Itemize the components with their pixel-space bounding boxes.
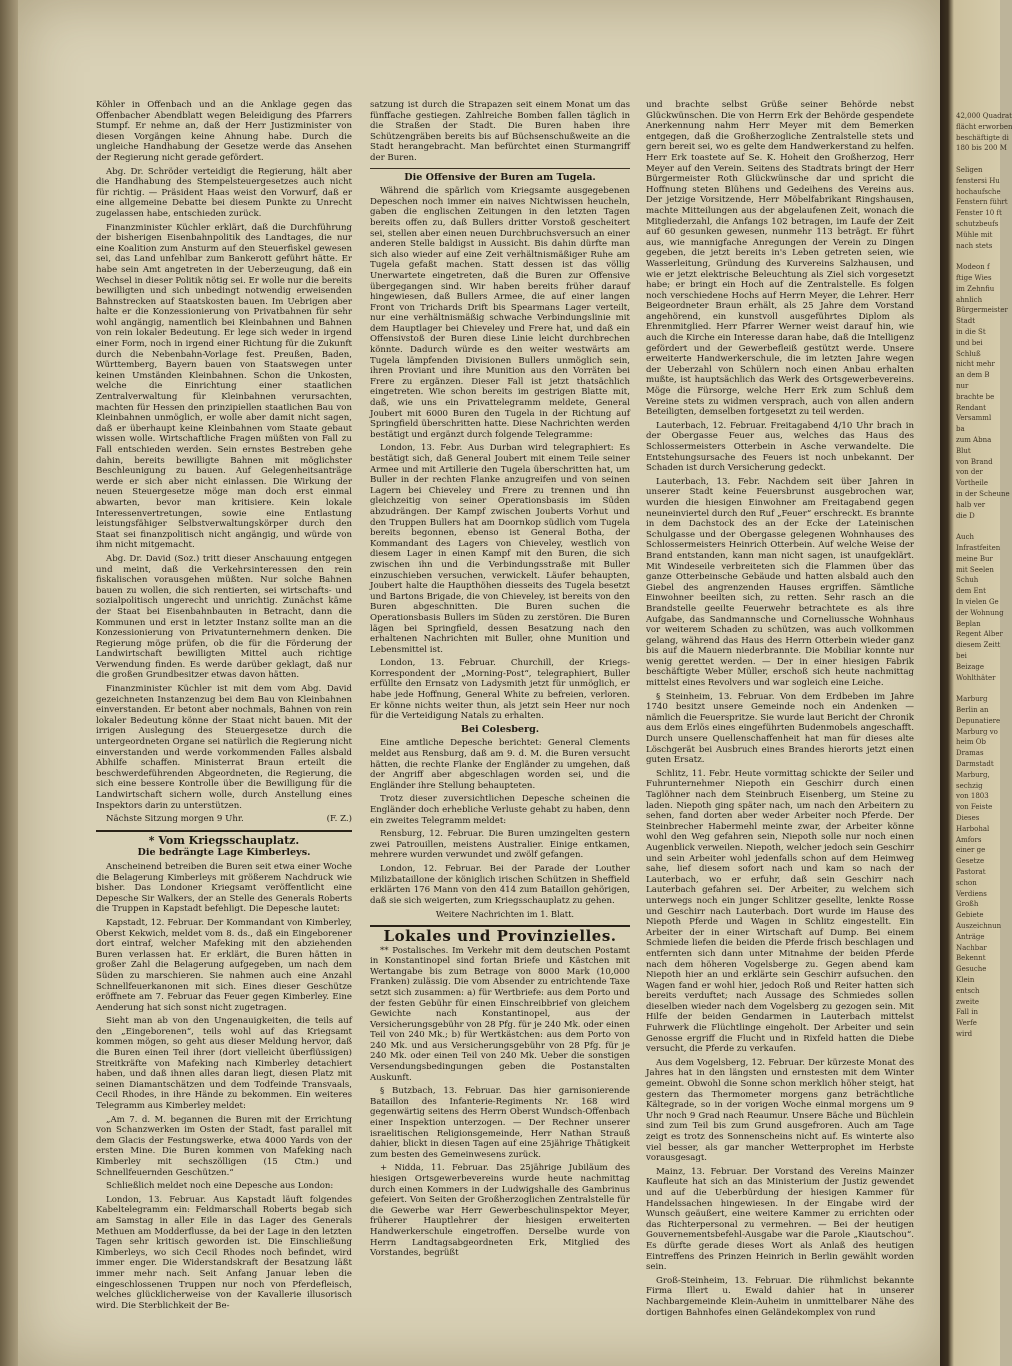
- adjacent-page-fragment: Seligen: [956, 166, 983, 174]
- adjacent-page-fragment: und bei: [956, 338, 983, 347]
- adjacent-page-fragment: Beplan: [956, 619, 981, 628]
- adjacent-page-fragment: Dieses: [956, 814, 980, 822]
- adjacent-page-fragment: diesem Zeitt: [956, 641, 1001, 650]
- col1-paragraph: Köhler in Offenbach und an die Anklage gegen das Offenbacher Abendblatt wegen Beleidigung des Pfarrers Stumpf. Er nehme an, daß der Herr Justizminister von diesen Vorgängen keine Ahnung habe. Durch die ungleiche Handhabung der Gesetze werde das Ansehen der Regierung nicht gerade gefördert.: [96, 100, 352, 163]
- adjacent-page-fragment: Gesetze: [956, 857, 985, 866]
- adjacent-page-fragment: Pastorat: [956, 868, 986, 876]
- col1-paragraph: Finanzminister Küchler erklärt, daß die Durchführung der bisherigen Eisenbahnpolitik des Landtages, die nur eine Koalition zum Ansturm auf den Steuerfiskel gewesen sei, das Land unfehlbar zum Bankerott geführt hätte. Er habe sein Amt angetreten in der Ueberzeugung, daß ein Wechsel in dieser Politik nötig sei. Er wolle nur die bereits bewilligten und sich unbedingt notwendig erweisenden Bahnstrecken auf Staatskosten bauen. Im Uebrigen aber halte er die Konzessionierung von Privatbahnen für sehr wohl angängig, namentlich bei Kleinbahnen und Bahnen von rein lokaler Bedeutung. Er lege sich weder in irgend einer Form, noch in irgend einer Richtung für die Zukunft durch die Nebenbahn-Vorlage fest. Preußen, Baden, Württemberg, Bayern bauen von Staatswegen unter keinen Umständen Kleinbahnen. Schon die Unkosten, welche die Einrichtung einer staatlichen Zentralverwaltung für Kleinbahnen verursachten, machten für Hessen den prinzipiellen staatlichen Bau von Kleinbahnen unmöglich, er wolle aber damit nicht sagen, daß er überhaupt keine Kleinbahnen vom Staate gebaut wissen wolle. Wirtschaftliche Fragen müßten von Fall zu Fall entschieden werden. Sein ernstes Bestreben gehe dahin, bereits bewilligte Bahnen mit möglichster Beschleunigung zu bauen. Auf Gelegenheitsanträge werde er sich aber nicht einlassen. Die Wirkung der neuen Steuergesetze möge man doch erst einmal abwarten, bevor man kritisiere. Kein lokale Interessenvertretungen, sowie eine Entlastung leistungsfähiger Selbstverwaltungskörper durch den Staat sei finanzpolitisch nicht angängig, und würde von ihm nicht mitgemacht.: [96, 222, 352, 551]
- col1-paragraph: Anscheinend betreiben die Buren seit etwa einer Woche die Belagerung Kimberleys mit größerem Nachdruck wie bisher. Das Londoner Kriegsamt veröffentlicht eine Depesche Sir Walkers, der an Stelle des Generals Roberts die Truppen in Kapstadt befehligt. Die Depesche lautet:: [96, 861, 352, 915]
- adjacent-page-fragment: hochaufsche: [956, 187, 1001, 196]
- adjacent-page-fragment: Modeon f: [956, 263, 990, 272]
- adjacent-page-fragment: Gesuche: [956, 965, 987, 974]
- adjacent-page-fragment: nach stets: [956, 241, 993, 250]
- column-3: [646, 100, 914, 1321]
- adjacent-page-fragment: Regent Alber: [956, 630, 1003, 639]
- adjacent-page-fragment: 180 bis 200 M: [956, 144, 1007, 153]
- adjacent-page-fragment: Marburg: [956, 695, 988, 704]
- adjacent-page-fragment: sechzig: [956, 781, 983, 790]
- column-2: [370, 100, 630, 1262]
- adjacent-page-fragment: beschäftigte di: [956, 133, 1009, 142]
- adjacent-page-fragment: Bürgermeister: [956, 306, 1008, 315]
- col2-paragraph: § Butzbach, 13. Februar. Das hier garnisonierende Bataillon des Infanterie-Regiments Nr. 168 wird gegenwärtig seitens des Herrn Oberst Wundsch-Offenbach einer Inspektion unterzogen. — Der Rechner unserer israelitischen Religionsgemeinde, Herr Nathan Strauß dahier, blickt in diesen Tagen auf eine 25jährige Thätigkeit zum besten des Gemeinwesens zurück.: [370, 1086, 630, 1160]
- col2-paragraph: London, 13. Februar. Churchill, der Kriegs-Korrespondent der „Morning-Post“, telegraphiert, Buller erfüllte den Ernsatz von Ladysmith jetzt für unmöglich, er habe jede Hoffnung, General White zu befreien, verloren. Er könne nichts weiter thun, als jetzt sein Heer nur noch für die Verteidigung Natals zu erhalten.: [370, 658, 630, 722]
- column-1: [96, 100, 352, 1314]
- adjacent-page-fragment: Schuh: [956, 576, 979, 585]
- adjacent-page-fragment: Werfe: [956, 1019, 977, 1028]
- col3-paragraph: Schlitz, 11. Febr. Heute vormittag schickte der Seiler und Fuhrunternehmer Niepoth ein Geschirr durch einen Taglöhner nach dem Steinbruch Eisenberg, um Steine zu laden. Niepoth ging später nach, um nach den Arbeitern zu sehen, fand dorten aber weder Arbeiter noch Pferde. Der Steinbrecher Habermehl meinte zwar, der Arbeiter könne wohl den Weg gefahren sein, Niepoth solle nur noch einen Augenblick verweilen. Niepoth, welcher jedoch sein Geschirr und sein Arbeiter wohl jedenfalls schon auf dem Heimweg sahe, lief diesem sofort nach und kam so nach der Lauterbach, wo er erfuhr, daß sein Geschirr nach Lauterbach gefahren sei. Der Arbeiter, zu welchem sich unterwegs noch ein junger Schlitzer gesellte, lenkte Rosse und Geschirr nach Lauterbach. Dort wurde im Hause des Niepoth Pferde und Wagen in Schlitz eingestellt. Ein Arbeiter der in einer Wirtschaft auf Dump. Bei einem Schmiede liefen die beiden die Pferde frisch beschlagen und entfernten sich dann unter Mitnahme der beiden Pferde nach dem höheren Vogelsberge zu. Gegen abend kam Niepoth hier an und erklärte sein Geschirr aufsuchen. den Wagen fand er wohl hier, jedoch Roß und Reiter hatten sich bereits verduftet; nach Aussage des Schmiedes sollen dieselben wieder nach dem Vogelsberg zu gezogen sein. Mit Hilfe der beiden Gendarmen in Lauterbach mittelst Fuhrwerk die Flüchtlinge eingeholt. Der Arbeiter und sein Genosse ergriff die Flucht und in Rixfeld hatten die Diebe versucht, die Pferde zu verkaufen.: [646, 768, 914, 1055]
- col2-paragraph: Eine amtliche Depesche berichtet: General Clements meldet aus Rensburg, daß am 9. d. M. die Buren versucht hätten, die rechte Flanke der Engländer zu umgehen, daß der Angriff aber abgeschlagen worden sei, und die Engländer ihre Stellung behaupteten.: [370, 738, 630, 791]
- adjacent-page-fragment: ftige Wies: [956, 274, 992, 282]
- adjacent-page-fragment: 42,000 Quadrat: [956, 112, 1012, 120]
- adjacent-page-fragment: Darmstadt: [956, 760, 994, 768]
- further-news-note: Weitere Nachrichten im 1. Blatt.: [435, 909, 575, 920]
- adjacent-page-fragment: von 1803: [956, 792, 989, 801]
- col1-paragraph: Abg. Dr. David (Soz.) tritt dieser Anschauung entgegen und meint, daß die Verkehrsinteressen den rein fiskalischen vorausgehen müßten. Nur solche Bahnen bauen zu wollen, die sich rentierten, sei wirtschafts- und sozialpolitisch ungerecht und unrichtig. Zunächst käme der Staat bei Eisenbahnbauten in Betracht, dann die Kommunen und erst in letzter Instanz sollte man an die Konzessionierung von Privatunternehmern denken. Die Regierung möge prüfen, ob die für die Förderung der Landwirtschaft bewilligten Mittel auch richtige Verwendung finden. Es werde darüber geklagt, daß nur die großen Grundbesitzer etwas davon hätten.: [96, 553, 352, 681]
- section-divider: [370, 168, 630, 169]
- adjacent-page-fragment: Fenstern führt: [956, 198, 1008, 207]
- adjacent-page-fragment: meine Bur: [956, 554, 993, 563]
- adjacent-page-fragment: von der: [956, 468, 983, 477]
- next-session-line: [96, 814, 352, 825]
- source-signature: (F. Z.): [326, 814, 352, 825]
- col1-paragraph: „Am 7. d. M. begannen die Buren mit der Errichtung von Schanzwerken im Osten der Stadt, fast parallel mit dem Glacis der Festungswerke, etwa 4000 Yards von der ersten Mine. Die Buren kommen von Mafeking nach Kimberley mit sechszölligen (15 Ctm.) und Schnellfeuernden Geschützen.“: [96, 1114, 352, 1178]
- adjacent-page-fragment: wird: [956, 1030, 973, 1038]
- local-news-heading: Lokales und Provinzielles.: [383, 926, 617, 945]
- col2-paragraph: London, 13. Febr. Aus Durban wird telegraphiert: Es bestätigt sich, daß General Joubert mit einem Teile seiner Armee und mit Artillerie den Tugela überschritten hat, um Buller in der rechten Flanke anzugreifen und von seinen Lagern bei Chieveley und Frere zu trennen und ihn gleichzeitig von seiner Operationsbasis im Süden abzudrängen. Der Kampf zwischen Jouberts Vorhut und den Truppen Bullers hat am Doornkop südlich vom Tugela bereits begonnen, ebenso ist General Botha, der Kommandant des Lagers von Chieveley, westlich von diesem Lager in einen Kampf mit den Buren, die sich zwischen ihn und die Verbindungsstraße mit Buller einzuschieben versuchen, verwickelt. Läufer behaupten, Joubert halte die Haupthöhen diesseits des Tugela besetzt und Bartons Brigade, die von Chieveley, ist bereits von den Buren abgeschnitten. Die Buren suchen die Operationsbasis Bullers im Süden zu zerstören. Die Buren lägen bei Springfield, dessen Besatzung nach den erhaltenen Nachrichten mit Buller, ohne Munition und Lebensmittel ist.: [370, 443, 630, 655]
- adjacent-page-fragment: in die St: [956, 328, 986, 336]
- adjacent-page-fragment: ba: [956, 425, 965, 434]
- adjacent-page-fragment: zweite: [956, 997, 980, 1006]
- adjacent-page-fragment: Marburg,: [956, 770, 990, 779]
- col3-paragraph: Mainz, 13. Februar. Der Vorstand des Vereins Mainzer Kaufleute hat sich an das Ministerium der Justiz gewendet und auf die Ueberbürdung der hiesigen Kammer für Handelssachen hingewiesen. In der Eingabe wird der Wunsch geäußert, eine weitere Kammer zu errichten oder das Richterpersonal zu vermehren. — Bei der heutigen Gouvernementsbefehl-Ausgabe war die Parole „Kiautschou“. Es dürfte gerade dieses Wort als Anlaß des heutigen Eintreffens des Prinzen Heinrich in Berlin gewählt worden sein.: [646, 1166, 914, 1273]
- col2-paragraph: Trotz dieser zuversichtlichen Depesche scheinen die Engländer doch erhebliche Verluste gehabt zu haben, denn ein zweites Telegramm meldet:: [370, 794, 630, 826]
- adjacent-page-fragment: Mühle mit: [956, 230, 993, 239]
- adjacent-page-fragment: Dramas: [956, 749, 984, 758]
- adjacent-page-fragment: Rendant: [956, 403, 986, 412]
- adjacent-page-strip: [940, 0, 1012, 1366]
- col2-paragraph: ** Postalisches. Im Verkehr mit dem deutschen Postamt in Konstantinopel sind fortan Briefe und Kästchen mit Wertangabe bis zum Betrage von 8000 Mark (10,000 Franken) zulässig. Die vom Absender zu entrichtende Taxe setzt sich zusammen: a) für Wertbriefe: aus dem Porto und der festen Gebühr für einen Einschreibbrief von gleichem Gewichte nach Konstantinopel, aus der Versicherungsgebühr von 28 Pfg. für je 240 Mk. oder einen Teil von 240 Mk.; b) für Wertkästchen: aus dem Porto von 240 Mk. und aus Versicherungsgebühr von 28 Pfg. für je 240 Mk. oder einen Teil von 240 Mk. Ueber die sonstigen Versendungsbedingungen geben die Postanstalten Auskunft.: [370, 945, 630, 1083]
- col1-paragraph: Sieht man ab von den Ungenauigkeiten, die teils auf den „Eingeborenen“, teils wohl auf das Kriegsamt kommen mögen, so geht aus dieser Meldung hervor, daß die Buren einen Teil ihrer (dort vielleicht überflüssigen) Streitkräfte von Mafeking nach Kimberley detachiert haben, und daß ihnen alles daran liegt, diesen Platz mit seinen Diamantschätzen und dem Todfeinde Transvaals, Cecil Rhodes, in ihre Hände zu bekommen. Ein weiteres Telegramm aus Kimberley meldet:: [96, 1016, 352, 1112]
- adjacent-page-fragment: einer ge: [956, 846, 986, 855]
- adjacent-page-fragment: Beizage: [956, 662, 985, 671]
- adjacent-page-fragment: Stadt: [956, 317, 976, 326]
- adjacent-page-fragment: Amfors: [956, 835, 982, 844]
- adjacent-page-fragment: Großh: [956, 900, 979, 909]
- col3-paragraph: Lauterbach, 12. Februar. Freitagabend 4/10 Uhr brach in der Obergasse Feuer aus, welches das Haus des Schlossermeisters Otterbein in Asche verwandelte. Die Entstehungsursache des Feuers ist noch unbekannt. Der Schaden ist durch Versicherung gedeckt.: [646, 420, 914, 474]
- adjacent-page-fragment: von Brand: [956, 457, 993, 466]
- adjacent-page-fragment: Gebiete: [956, 911, 984, 920]
- adjacent-page-fragment: zum Abna: [956, 436, 992, 444]
- adjacent-page-fragment: Blut: [956, 446, 971, 455]
- adjacent-page-fragment: im Zehnfiu: [956, 284, 995, 293]
- adjacent-page-fragment: ahnlich: [956, 295, 983, 304]
- adjacent-page-fragment: entsch: [956, 986, 980, 995]
- col1-paragraph: Abg. Dr. Schröder verteidigt die Regierung, hält aber die Handhabung des Stempelsteuergesetzes auch nicht für richtig. — Präsident Haas weist den Vorwurf, daß er eine allgemeine Debatte bei diesem Punkte zu Unrecht zugelassen habe, entschieden zurück.: [96, 166, 352, 219]
- adjacent-page-fragment: Wohlthäter: [956, 673, 996, 682]
- col3-paragraph: § Steinheim, 13. Februar. Von dem Erdbeben im Jahre 1740 besitzt unsere Gemeinde noch ein Andenken — nämlich die Feuerspritze. Sie wurde laut Bericht der Chronik aus dem Erlös eines eingeführten Budenmobels angeschafft. Durch unsere Quellenschaffenheit hat man für dieses alte Löschgerät bei Ausbruch eines Brandes hierorts jetzt einen guten Ersatz.: [646, 691, 914, 766]
- adjacent-page-fragment: Verdiens: [956, 889, 987, 898]
- colesberg-heading: Bei Colesberg.: [460, 723, 540, 735]
- adjacent-page-fragment: Berlin an: [956, 706, 989, 714]
- adjacent-page-fragment: die D: [956, 511, 975, 520]
- col2-paragraph: + Nidda, 11. Februar. Das 25jährige Jubiläum des hiesigen Ortsgewerbevereins wurde heute nachmittag durch einen Kommers in der Ludwigshalle des Gambrinus gefeiert. Von Seiten der Großherzoglichen Zentralstelle für die Gewerbe war Herr Gewerbeschulinspektor Meyer, früherer Hauptlehrer der hiesigen erweiterten Handwerkerschule eingetroffen. Derselbe wurde von Herrn Landtagsabgeordneten Erk, Mitglied des Vorstandes, begrüßt: [370, 1163, 630, 1259]
- adjacent-page-fragment: schutzbeufs: [956, 220, 999, 228]
- adjacent-page-fragment: Anträge: [956, 932, 985, 941]
- col1-paragraph: Schließlich meldet noch eine Depesche aus London:: [106, 1181, 334, 1192]
- next-session-text: Nächste Sitzung morgen 9 Uhr.: [106, 814, 244, 825]
- col2-paragraph: Während die spärlich vom Kriegsamte ausgegebenen Depeschen noch immer ein naives Nichtwissen heucheln, gaben die englischen Zeitungen in den letzten Tagen bereits offen zu, daß Bullers dritter Vorstoß gescheitert sei, stellen aber einen neuen Durchbruchsversuch an einer anderen Stelle baldigst in Aussicht. Bis dahin dürfte man sich also wieder auf eine Zeit verhältnismäßiger Ruhe am Tugela gefaßt machen. Statt dessen ist das völlig Unerwartete eingetreten, daß die Buren zur Offensive übergegangen sind. Wir haben bereits früher darauf hingewiesen, daß Bullers Armee, die auf einer langen Front von Trichards Drift bis Spearmans Lager verteilt, nur eine verhältnismäßig schwache Verbindungslinie mit dem Hauptlager bei Chieveley und Frere hat, und daß ein Offensivstoß der Buren diese Linie leicht durchbrechen könnte. Dadurch würde es den weiter westwärts am Tugela lämpfenden Divisionen Bullers unmöglich sein, ihren Proviant und ihre Munition aus den Vorräten bei Frere zu ergänzen. Dieser Fall ist jetzt thatsächlich eingetreten. Wie schon bereits im gestrigen Blatte mit, daß, wie uns ein Privattelegramm meldete, General Joubert mit 6000 Buren den Tugela in der Richtung auf Springfield überschritten hatte. Diese Nachrichten werden bestätigt und ergänzt durch folgende Telegramme:: [370, 186, 630, 440]
- adjacent-page-fragment: Versamml: [956, 414, 992, 423]
- adjacent-page-fragment: Bekennt: [956, 954, 986, 963]
- adjacent-page-fragment: halb ver: [956, 500, 986, 509]
- adjacent-page-fragment: Auch: [956, 533, 974, 542]
- col1-paragraph: Finanzminister Küchler ist mit dem vom Abg. David gezeichneten Instanzenzug bei dem Bau von Kleinbahnen einverstanden. Er betont aber nochmals, Bahnen von rein lokaler Bedeutung könne der Staat nicht bauen. Mit der irrigen Auslegung des Steuergesetze durch die untergeordneten Organe sei natürlich die Regierung nicht einverstanden und werde vorkommenden Falles alsbald Abhilfe schaffen. Ministerrat Braun erteilt die beschwerdeführenden Abgeordneten, die Regierung, die sich eine bessere Kontrolle über die Bewilligung für die Landwirtschaft sichern wolle, durch Anstellung eines Inspektors darin zu unterstützen.: [96, 684, 352, 811]
- adjacent-page-fragment: Fall in: [956, 1008, 979, 1017]
- adjacent-page-fragment: heim Ob: [956, 738, 986, 747]
- adjacent-page-fragment: nur: [956, 382, 969, 390]
- col2-paragraph: satzung ist durch die Strapazen seit einem Monat um das fünffache gestiegen. Zahlreiche Bomben fallen täglich in die Straßen der Stadt. Die Buren haben ihre Schützengräben bereits bis auf Büchsenschußweite an die Stadt herangebracht. Man befürchtet einen Sturmangriff der Buren.: [370, 100, 630, 163]
- adjacent-page-fragment: brachte be: [956, 392, 995, 401]
- adjacent-page-fragment: bei: [956, 652, 967, 660]
- col1-paragraph: Kapstadt, 12. Februar. Der Kommandant von Kimberley, Oberst Kekwich, meldet vom 8. ds., daß ein Eingeborener dort eintraf, welcher Mafeking mit den abziehenden Buren verlassen hat. Er erklärt, die Buren hätten in großer Zahl die Belagerung aufgegeben, um nach dem Süden zu marschieren. Sie nahmen auch eine Anzahl Schnellfeuerkanonen mit sich. Eines dieser Geschütze eröffnete am 7. Februar das Feuer gegen Kimberley. Eine Aenderung hat sich sonst nicht zugetragen.: [96, 917, 352, 1013]
- section-divider: [96, 830, 352, 832]
- adjacent-page-fragment: Nachbar: [956, 943, 987, 952]
- adjacent-page-fragment: Harbohal: [956, 824, 990, 833]
- adjacent-page-fragment: an dem B: [956, 371, 990, 380]
- adjacent-page-fragment: Marburg vo: [956, 727, 998, 736]
- war-section-subtitle: Die bedrängte Lage Kimberleys.: [137, 847, 311, 859]
- adjacent-page-fragment: dem Ent: [956, 587, 986, 596]
- adjacent-page-fragment: Schluß: [956, 349, 981, 358]
- col2-paragraph: Rensburg, 12. Februar. Die Buren umzingelten gestern zwei Patrouillen, meistens Australier. Einige entkamen, mehrere wurden verwundet und zwölf gefangen.: [370, 829, 630, 861]
- adjacent-page-fragment: nicht mehr: [956, 360, 995, 369]
- adjacent-page-fragment: der Wohnung: [956, 608, 1004, 617]
- adjacent-page-fragment: in der Scheune: [956, 490, 1010, 498]
- newspaper-page: [18, 0, 940, 1366]
- col3-paragraph: Aus dem Vogelsberg, 12. Februar. Der kürzeste Monat des Jahres hat in den längsten und ernstesten mit dem Winter gemeint. Obwohl die Sonne schon merklich höher steigt, hat gestern das Thermometer morgens ganz beträchtliche Kältegrade, so in der vorigen Woche einmal morgens um 9 Uhr noch 9 Grad nach Reaumur. Unsere Bäche und Büchlein sind zum Teil bis zum Grund ausgefroren. Auch am Tage zeigt es trotz des Sonnenscheins nicht auf. Es winterte also viel besser, als gar mancher Wetterprophet im Herbste vorausgesagt.: [646, 1057, 914, 1164]
- col3-paragraph: Lauterbach, 13. Febr. Nachdem seit über Jahren in unserer Stadt keine Feuersbrunst ausgebrochen war, wurden die hiesigen Einwohner am Freitagabend gegen neuneinviertel durch den Ruf „Feuer“ erschreckt. Es brannte in dem Dachstock des an der Ecke der Lateinischen Schulgasse und der Obergasse gelegenen Wohnhauses des Schlossermeisters Heinrich Otterbein. Auf welche Weise der Brand entstanden, kann man nicht sagen, ist unaufgeklärt. Mit Windeseile verbreiteten sich die Flammen über das ganze Otterbeinsche Gebäude und hatten alsbald auch den Giebel des angrenzenden Hauses ergriffen. Sämtliche Einwohner beeilten sich, zu retten. Sehr rasch an die Brandstelle geeilte Feuerwehr betrachtete es als ihre Aufgabe, das Sandmannsche und Corneliussche Wohnhaus vor weiterem Schaden zu schützen, was auch vollkommen gelang, während das Haus des Herrn Otterbein wieder ganz bis auf die Mauern niederbrannte. Die Mobiliar konnte nur wenig gerettet werden. — Der in einer hiesigen Fabrik beschäftigte Weber Müller, erschoß sich heute nachmittag mittelst eines Revolvers und war sogleich eine Leiche.: [646, 476, 914, 689]
- adjacent-page-fragment: Depunatiere: [956, 716, 1001, 725]
- tugela-heading: Die Offensive der Buren am Tugela.: [404, 171, 596, 183]
- adjacent-page-fragment: fenstersi Hu: [956, 176, 1000, 185]
- adjacent-page-fragment: Fenster 10 ft: [956, 209, 1002, 218]
- adjacent-page-fragment: schon: [956, 878, 977, 887]
- col3-paragraph: Groß-Steinheim, 13. Februar. Die rühmlichst bekannte Firma Illert u. Ewald dahier hat in unserer Nachbargemeinde Klein-Auheim in unmittelbarer Nähe des dortigen Bahnhofes einen Geländekomplex von rund: [646, 1275, 914, 1318]
- adjacent-page-fragment: von Feiste: [956, 803, 993, 812]
- adjacent-page-fragment: In vielen Ge: [956, 598, 999, 606]
- adjacent-page-fragment: Infrastfeiten: [956, 544, 1001, 552]
- adjacent-page-fragment: mit Seelen: [956, 565, 994, 574]
- adjacent-page-fragment: Klein: [956, 976, 975, 984]
- adjacent-page-fragment: Vortheile: [956, 479, 989, 488]
- war-section-title: * Vom Kriegsschauplatz.: [148, 833, 300, 847]
- adjacent-page-fragment: flächt erworben: [956, 122, 1012, 131]
- col2-paragraph: London, 12. Februar. Bei der Parade der Louther Milizbataillone der königlich irischen Schützen in Sheffield erklärten 176 Mann von den 414 zum Bataillon gehörigen, daß sie sich weigerten, zum Kriegsschauplatz zu gehen.: [370, 863, 630, 906]
- page-binding: [0, 0, 18, 1366]
- col3-paragraph: und brachte selbst Grüße seiner Behörde nebst Glückwünschen. Die von Herrn Erk der Behörde gespendete Anerkennung nahm Herr Meyer mit dem Bemerken entgegen, daß die Großherzogliche Zentralstelle stets und gern bereit sei, wo es gelte dem Handwerkerstand zu helfen. Herr Erk toastete auf Se. K. Hoheit den Großherzog, Herr Meyer auf den Verein. Seitens des Stadtrats bringt der Herr Bürgermeister Roth Glückwünsche dar und spricht die Hoffnung steten Blühens und Gedeihens des Vereins aus. Der jetzige Vorsitzende, Herr Möbelfabrikant Ringshausen, machte Mitteilungen aus der abgelaufenen Zeit, wonach die Mitgliederzahl, die Anfangs 102 betragen, im Laufe der Zeit auf 60 gesunken gewesen, nunmehr 113 beträgt. Er führt aus, wie mannigfache Anregungen der Verein zu Dingen gegeben, die jetzt bereits in's Leben getreten seien, wie Wasserleitung, Gründung des Kurvereins Salzhausen, und wie er jetzt elektrische Beleuchtung als Ziel sich vorgesetzt habe; er bringt ein Hoch auf die Zentralstelle. Es folgen noch verschiedene Hochs auf Herrn Meyer, die Lehrer. Herr Beigeordneter Braun erhält, als 25 Jahre dem Vorstand angehörend, ein kunstvoll ausgeführtes Diplom als Ehrenmitglied. Herr Pfarrer Werner weist darauf hin, wie auch die Kirche ein Interesse daran habe, daß die Intelligenz gefördert und der Gewerbefleiß gestützt werde. Unsere erweiterte Handwerkerschule, die im letzten Jahre wegen der Ueberzahl von Schülern noch einen Anbau erhalten mußte, ist hauptsächlich das Werk des Ortsgewerbevereins. Möge die Fürsorge, welche Herr Erk zum Schluß dem Vereine stets zu widmen versprach, auch von allen andern Beteiligten, demselben fortgesetzt zu teil werden.: [646, 100, 914, 418]
- adjacent-page-fragment: Auszeichnun: [956, 922, 1002, 930]
- col1-paragraph: London, 13. Februar. Aus Kapstadt läuft folgendes Kabeltelegramm ein: Feldmarschall Roberts begab sich am Samstag in aller Eile in das Lager des Generals Methuen am Modderflusse, da bei der Lage in den letzten Tagen sehr kritisch geworden ist. Die Einschließung Kimberleys, wo sich Cecil Rhodes noch befindet, wird immer enger. Die Widerstandskraft der Besatzung läßt immer mehr nach. Seit Anfang Januar leben die eingeschlossenen Truppen nur noch von Pferdefleisch, welches glücklicherweise von der Kavallerie illusorisch wird. Die Sterblichkeit der Be-: [96, 1194, 352, 1311]
